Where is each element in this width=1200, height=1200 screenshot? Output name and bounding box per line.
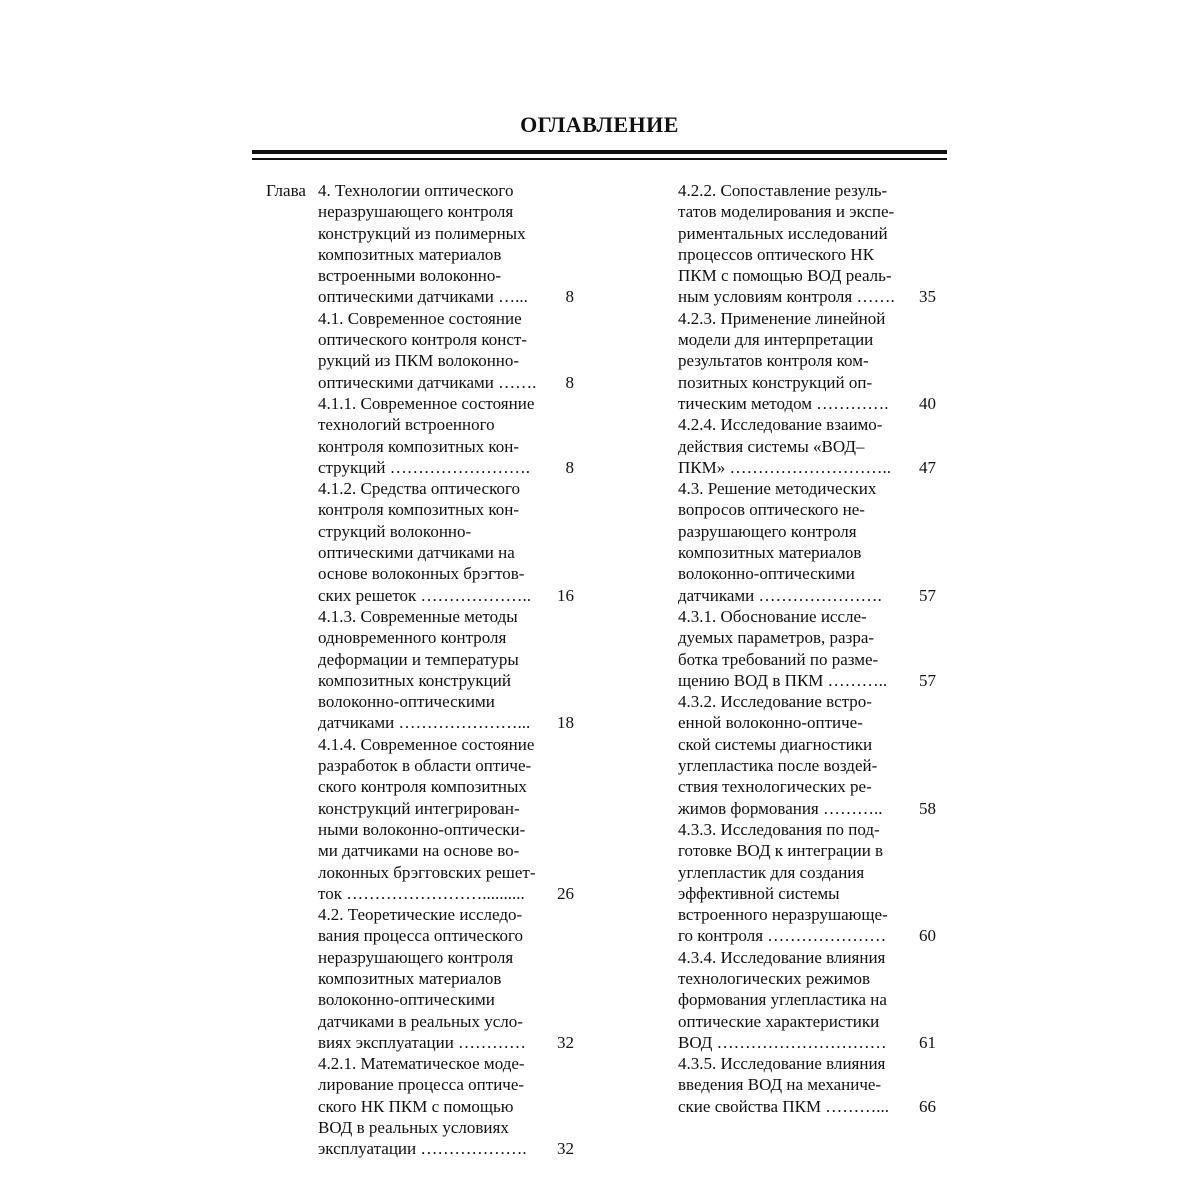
toc-entry-line: ВОД в реальных условиях bbox=[318, 1118, 509, 1138]
toc-entry-text bbox=[318, 904, 547, 1053]
toc-title: ОГЛАВЛЕНИЕ bbox=[520, 112, 679, 137]
toc-entry[interactable] bbox=[318, 606, 574, 734]
toc-entry-line: процессов оптического НК bbox=[678, 244, 875, 264]
toc-entry-line: датчиками …………………... bbox=[318, 713, 531, 733]
toc-entry-text bbox=[318, 606, 547, 734]
toc-entry-line: встроенными волоконно- bbox=[318, 266, 502, 286]
title-rule-thin bbox=[252, 158, 947, 160]
toc-entry-line: разработок в области оптиче- bbox=[318, 756, 532, 776]
toc-page-number: 47 bbox=[919, 457, 936, 477]
toc-page-number: 18 bbox=[557, 713, 574, 733]
toc-entry-text bbox=[318, 1053, 547, 1159]
toc-entry-line: 4.3.2. Исследование встро- bbox=[678, 692, 872, 712]
toc-entry-line: ского НК ПКМ с помощью bbox=[318, 1096, 514, 1116]
toc-left-column bbox=[318, 180, 574, 1160]
toc-entry-line: технологий встроенного bbox=[318, 415, 495, 435]
toc-entry-line: риментальных исследований bbox=[678, 223, 888, 243]
toc-entry-line: локонных брэгговских решет- bbox=[318, 862, 536, 882]
toc-entry-line: щению ВОД в ПКМ ……….. bbox=[678, 670, 888, 690]
toc-entry-line: 4.2. Теоретические исследо- bbox=[318, 905, 523, 925]
toc-entry-text bbox=[678, 1053, 908, 1117]
toc-entry-text bbox=[678, 414, 908, 478]
toc-entry-line: волоконно-оптическими bbox=[318, 990, 495, 1010]
toc-entry-line: струкций волоконно- bbox=[318, 521, 472, 541]
toc-entry-line: енной волоконно-оптиче- bbox=[678, 713, 863, 733]
toc-entry-line: ным условиям контроля ……. bbox=[678, 287, 895, 307]
toc-entry-line: углепластик для создания bbox=[678, 862, 865, 882]
toc-entry-line: модели для интерпретации bbox=[678, 330, 874, 350]
toc-page-number: 8 bbox=[565, 372, 574, 392]
toc-entry-line: волоконно-оптическими bbox=[678, 564, 855, 584]
toc-page-number: 32 bbox=[557, 1032, 574, 1052]
toc-entry[interactable] bbox=[318, 904, 574, 1053]
toc-entry-line: жимов формования ……….. bbox=[678, 798, 883, 818]
toc-entry-line: 4.2.4. Исследование взаимо- bbox=[678, 415, 883, 435]
toc-entry-line: действия системы «ВОД– bbox=[678, 436, 865, 456]
title-rule-thick bbox=[252, 150, 947, 154]
toc-page-number: 57 bbox=[919, 585, 936, 605]
toc-entry-line: датчиками в реальных усло- bbox=[318, 1011, 523, 1031]
toc-entry-text bbox=[318, 393, 547, 478]
toc-entry-line: татов моделирования и экспе- bbox=[678, 202, 895, 222]
toc-page-number: 32 bbox=[557, 1139, 574, 1159]
toc-entry-line: позитных конструкций оп- bbox=[678, 372, 873, 392]
toc-entry-line: волоконно-оптическими bbox=[318, 692, 495, 712]
toc-entry-line: 4.2.3. Применение линейной bbox=[678, 308, 886, 328]
toc-entry-line: встроенного неразрушающе- bbox=[678, 905, 888, 925]
toc-entry-line: оптическими датчиками ……. bbox=[318, 372, 537, 392]
toc-entry[interactable] bbox=[678, 414, 936, 478]
toc-entry-line: тическим методом …………. bbox=[678, 393, 889, 413]
toc-entry-line: композитных конструкций bbox=[318, 670, 511, 690]
toc-entry-line: эксплуатации ………………. bbox=[318, 1139, 527, 1159]
toc-entry-line: 4.1. Современное состояние bbox=[318, 308, 522, 328]
toc-entry-text bbox=[678, 606, 908, 691]
toc-entry-line: композитных материалов bbox=[318, 968, 502, 988]
toc-page-number: 58 bbox=[919, 798, 936, 818]
toc-entry-line: оптического контроля конст- bbox=[318, 330, 527, 350]
toc-entry[interactable] bbox=[318, 1053, 574, 1159]
chapter-label: Глава bbox=[266, 181, 306, 200]
toc-entry-line: рукций из ПКМ волоконно- bbox=[318, 351, 520, 371]
toc-entry-line: технологических режимов bbox=[678, 968, 871, 988]
toc-entry-line: одновременного контроля bbox=[318, 628, 507, 648]
toc-entry-line: композитных материалов bbox=[318, 244, 502, 264]
toc-entry-line: 4.2.2. Сопоставление резуль- bbox=[678, 181, 888, 200]
toc-entry-text bbox=[318, 308, 547, 393]
toc-page-number: 60 bbox=[919, 926, 936, 946]
toc-entry[interactable] bbox=[678, 1053, 936, 1117]
toc-entry-line: дуемых параметров, разра- bbox=[678, 628, 875, 648]
toc-entry-line: го контроля ………………… bbox=[678, 926, 887, 946]
toc-entry-line: ской системы диагностики bbox=[678, 734, 873, 754]
toc-page-number: 16 bbox=[557, 585, 574, 605]
toc-page-number: 57 bbox=[919, 670, 936, 690]
toc-entry-line: ПКМ» ……………………….. bbox=[678, 457, 891, 477]
toc-entry-line: ских решеток ……………….. bbox=[318, 585, 532, 605]
toc-right-column bbox=[678, 180, 936, 1117]
toc-page-number: 8 bbox=[565, 457, 574, 477]
toc-entry-line: контроля композитных кон- bbox=[318, 500, 520, 520]
toc-entry-line: композитных материалов bbox=[678, 543, 862, 563]
toc-entry-line: разрушающего контроля bbox=[678, 521, 857, 541]
toc-entry-line: ские свойства ПКМ ………... bbox=[678, 1096, 890, 1116]
toc-page-number: 35 bbox=[919, 287, 936, 307]
toc-entry-line: 4.3.1. Обоснование иссле- bbox=[678, 606, 867, 626]
toc-entry-line: контроля композитных кон- bbox=[318, 436, 520, 456]
toc-page-number: 61 bbox=[919, 1032, 936, 1052]
toc-entry-line: конструкций из полимерных bbox=[318, 223, 526, 243]
toc-entry-line: формования углепластика на bbox=[678, 990, 887, 1010]
toc-entry-line: основе волоконных брэгтов- bbox=[318, 564, 525, 584]
toc-entry-line: неразрушающего контроля bbox=[318, 202, 514, 222]
toc-entry-line: ми датчиками на основе во- bbox=[318, 841, 520, 861]
toc-entry[interactable] bbox=[678, 180, 936, 308]
toc-entry[interactable] bbox=[318, 393, 574, 478]
toc-entry-line: 4.1.2. Средства оптического bbox=[318, 479, 521, 499]
toc-page-number: 26 bbox=[557, 883, 574, 903]
toc-entry[interactable] bbox=[318, 308, 574, 393]
toc-entry-line: ток …………………….......... bbox=[318, 883, 525, 903]
toc-entry-line: эффективной системы bbox=[678, 883, 840, 903]
toc-entry-line: датчиками …………………. bbox=[678, 585, 882, 605]
toc-entry-line: виях эксплуатации ………… bbox=[318, 1032, 527, 1052]
toc-entry[interactable] bbox=[318, 180, 574, 308]
toc-entry-line: ствия технологических ре- bbox=[678, 777, 872, 797]
toc-entry-line: готовке ВОД к интеграции в bbox=[678, 841, 884, 861]
toc-entry-line: неразрушающего контроля bbox=[318, 947, 514, 967]
toc-entry-line: 4.1.1. Современное состояние bbox=[318, 393, 535, 413]
toc-entry[interactable] bbox=[678, 308, 936, 414]
toc-entry-text bbox=[678, 308, 908, 414]
toc-entry-line: ботка требований по разме- bbox=[678, 649, 879, 669]
toc-entry-line: ВОД ………………………… bbox=[678, 1032, 887, 1052]
toc-entry-line: конструкций интегрирован- bbox=[318, 798, 520, 818]
toc-entry-line: лирование процесса оптиче- bbox=[318, 1075, 525, 1095]
toc-entry-line: 4.3.4. Исследование влияния bbox=[678, 947, 886, 967]
toc-entry-text bbox=[318, 180, 547, 308]
toc-page-number: 8 bbox=[565, 287, 574, 307]
toc-entry[interactable] bbox=[678, 947, 936, 1053]
toc-entry-line: результатов контроля ком- bbox=[678, 351, 869, 371]
toc-entry-line: оптические характеристики bbox=[678, 1011, 880, 1031]
toc-entry-text bbox=[678, 180, 908, 308]
toc-page-number: 66 bbox=[919, 1096, 936, 1116]
toc-entry[interactable] bbox=[678, 819, 936, 947]
toc-entry[interactable] bbox=[318, 734, 574, 904]
toc-entry-line: 4.1.4. Современное состояние bbox=[318, 734, 535, 754]
toc-entry-line: 4.3.3. Исследования по под- bbox=[678, 819, 880, 839]
toc-entry-line: 4. Технологии оптического bbox=[318, 181, 514, 200]
toc-entry-line: ского контроля композитных bbox=[318, 777, 527, 797]
toc-entry-text bbox=[318, 734, 547, 904]
toc-entry[interactable] bbox=[318, 478, 574, 606]
toc-entry[interactable] bbox=[678, 478, 936, 606]
toc-page-number: 40 bbox=[919, 393, 936, 413]
toc-entry[interactable] bbox=[678, 606, 936, 691]
toc-entry-line: 4.2.1. Математическое моде- bbox=[318, 1054, 525, 1074]
toc-entry-line: 4.3.5. Исследование влияния bbox=[678, 1054, 886, 1074]
toc-entry-text bbox=[678, 947, 908, 1053]
toc-entry-line: ПКМ с помощью ВОД реаль- bbox=[678, 266, 892, 286]
toc-entry-line: оптическими датчиками …... bbox=[318, 287, 528, 307]
toc-entry-text bbox=[678, 691, 908, 819]
toc-entry-line: вания процесса оптического bbox=[318, 926, 524, 946]
toc-entry-line: оптическими датчиками на bbox=[318, 543, 515, 563]
toc-entry-line: 4.1.3. Современные методы bbox=[318, 606, 518, 626]
toc-entry-line: струкций ……………………. bbox=[318, 457, 531, 477]
toc-entry-text bbox=[678, 819, 908, 947]
toc-entry-line: 4.3. Решение методических bbox=[678, 479, 877, 499]
toc-entry-line: вопросов оптического не- bbox=[678, 500, 865, 520]
toc-entry-line: деформации и температуры bbox=[318, 649, 519, 669]
toc-entry-text bbox=[318, 478, 547, 606]
toc-entry[interactable] bbox=[678, 691, 936, 819]
toc-entry-line: ными волоконно-оптически- bbox=[318, 819, 526, 839]
toc-entry-text bbox=[678, 478, 908, 606]
toc-entry-line: введения ВОД на механиче- bbox=[678, 1075, 882, 1095]
toc-entry-line: углепластика после воздей- bbox=[678, 756, 878, 776]
